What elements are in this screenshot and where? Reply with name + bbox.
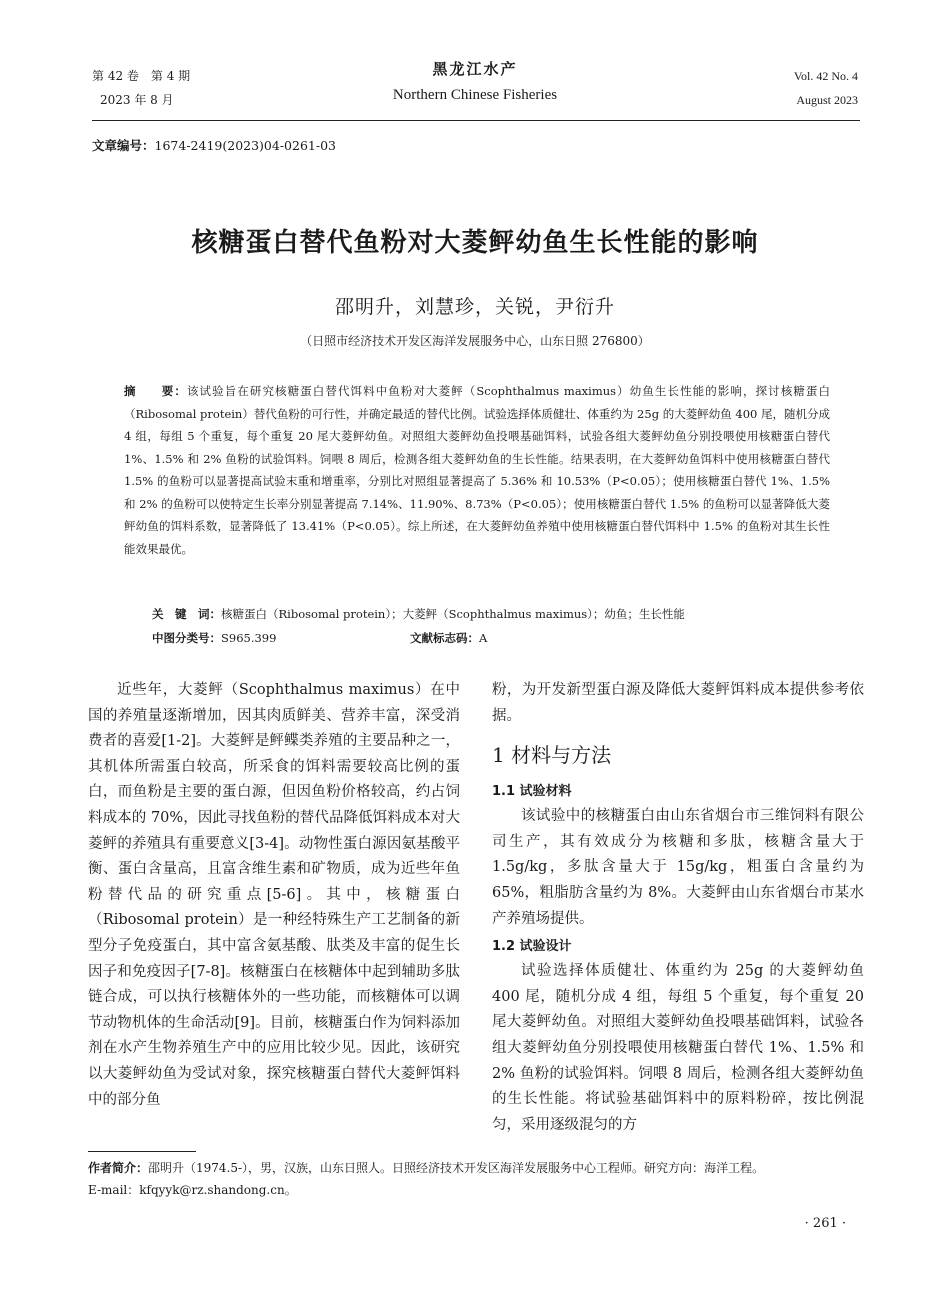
keywords — [152, 603, 685, 625]
footnote-text: 邵明升（1974.5-），男，汉族，山东日照人。日照经济技术开发区海洋发展服务中心工程师。研究方向：海洋工程。 — [148, 1161, 765, 1175]
abstract-text: 该试验旨在研究核糖蛋白替代饵料中鱼粉对大菱鲆（Scophthalmus maximus）幼鱼生长性能的影响，探讨核糖蛋白（Ribosomal protein）替代鱼粉的可行性，并确定最适的替代比例。试验选择体质健壮、体重约为 25g 的大菱鲆幼鱼 400 尾，随机分成 4 组，每组 5 个重复，每个重复 20 尾大菱鲆幼鱼。对照组大菱鲆幼鱼投喂基础饵料，试验各组大菱鲆幼鱼分别投喂使用核糖蛋白替代 1%、1.5% 和 2% 鱼粉的试验饵料。饲喂 8 周后，检测各组大菱鲆幼鱼的生长性能。结果表明，在大菱鲆幼鱼饵料中使用核糖蛋白替代 1.5% 的鱼粉可以显著提高试验末重和增重率，分别比对照组显著提高了 5.36% 和 10.53%（P<0.05）；使用核糖蛋白替代 1%、1.5% 和 2% 的鱼粉可以使特定生长率分别显著提高 7.14%、11.90%、8.73%（P<0.05）；使用核糖蛋白替代 1.5% 的鱼粉可以显著降低大菱鲆幼鱼的饵料系数，显著降低了 13.41%（P<0.05）。综上所述，在大菱鲆幼鱼养殖中使用核糖蛋白替代饵料中 1.5% 的鱼粉对其生长性能效果最优。 — [124, 384, 831, 556]
abstract — [124, 380, 830, 560]
date-cn: 2023 年 8 月 — [100, 93, 174, 107]
section-heading-methods: 1 材料与方法 — [492, 743, 612, 768]
footnote-label: 作者简介： — [88, 1161, 149, 1175]
doc-code-label: 文献标志码： — [410, 631, 479, 645]
keywords-label: 关 键 词： — [152, 607, 221, 621]
footnote-rule — [88, 1151, 196, 1152]
abstract-label: 摘 要： — [124, 384, 187, 398]
journal-name-en: Northern Chinese Fisheries — [392, 87, 558, 103]
article-number — [92, 136, 336, 154]
subsection-heading-materials: 1.1 试验材料 — [492, 784, 572, 800]
article-number-label: 文章编号： — [92, 138, 155, 153]
volume-cn: 第 42 卷 第 4 期 — [92, 69, 191, 83]
author-footnote — [88, 1157, 868, 1201]
body-right-column — [492, 678, 864, 1138]
clc-value: S965.399 — [221, 631, 277, 645]
design-paragraph: 试验选择体质健壮、体重约为 25g 的大菱鲆幼鱼 400 尾，随机分成 4 组，每组 5 个重复，每个重复 20 尾大菱鲆幼鱼。对照组大菱鲆幼鱼投喂基础饵料，试验各组大菱鲆幼鱼分别投喂使用核糖蛋白替代 1%、1.5% 和 2% 鱼粉的试验饵料。饲喂 8 周后，检测各组大菱鲆幼鱼的生长性能。将试验基础饵料中的原料粉碎，按比例混匀，采用逐级混匀的方 — [492, 963, 864, 1133]
intro-paragraph-continued: 粉，为开发新型蛋白源及降低大菱鲆饵料成本提供参考依据。 — [492, 682, 864, 724]
keywords-text: 核糖蛋白（Ribosomal protein）；大菱鲆（Scophthalmus maximus）；幼鱼；生长性能 — [221, 607, 685, 621]
volume-en: Vol. 42 No. 4 — [793, 69, 858, 83]
journal-name-cn: 黑龙江水产 — [432, 60, 518, 78]
intro-paragraph: 近些年，大菱鲆（Scophthalmus maximus）在中国的养殖量逐渐增加，因其肉质鲜美、营养丰富，深受消费者的喜爱[1-2]。大菱鲆是鲆鲽类养殖的主要品种之一，其机体所需蛋白较高，所采食的饵料需要较高比例的蛋白，而鱼粉是主要的蛋白源，但因鱼粉价格较高，约占饲料成本的 70%，因此寻找鱼粉的替代品降低饵料成本对大菱鲆的养殖具有重要意义[3-4]。动物性蛋白源因氨基酸平衡、蛋白含量高，且富含维生素和矿物质，成为近些年鱼粉替代品的研究重点[5-6]。其中，核糖蛋白（Ribosomal protein）是一种经特殊生产工艺制备的新型分子免疫蛋白，其中富含氨基酸、肽类及丰富的促生长因子和免疫因子[7-8]。核糖蛋白在核糖体中起到辅助多肽链合成，可以执行核糖体外的一些功能，而核糖体可以调节动物机体的生命活动[9]。目前，核糖蛋白作为饲料添加剂在水产生物养殖生产中的应用比较少见。因此，该研究以大菱鲆幼鱼为受试对象，探究核糖蛋白替代大菱鲆饵料中的部分鱼 — [88, 682, 460, 1108]
authors: 邵明升，刘慧珍，关锐，尹衍升 — [334, 296, 615, 318]
affiliation: （日照市经济技术开发区海洋发展服务中心，山东日照 276800） — [300, 334, 650, 348]
document-code — [410, 627, 487, 649]
header-rule — [92, 120, 860, 121]
article-number-value: 1674-2419(2023)04-0261-03 — [154, 138, 336, 153]
subsection-heading-design: 1.2 试验设计 — [492, 939, 572, 955]
body-left-column — [88, 678, 460, 1113]
materials-paragraph: 该试验中的核糖蛋白由山东省烟台市三维饲料有限公司生产，其有效成分为核糖和多肽，核糖含量大于 1.5g/kg，多肽含量大于 15g/kg，粗蛋白含量约为 65%，粗脂肪含量约为 8%。大菱鲆由山东省烟台市某水产养殖场提供。 — [492, 808, 864, 927]
doc-code-value: A — [479, 631, 488, 645]
date-en: August 2023 — [796, 93, 858, 107]
footnote-email: E-mail：kfqyyk@rz.shandong.cn。 — [88, 1183, 297, 1197]
clc-label: 中图分类号： — [152, 631, 221, 645]
page-number: · 261 · — [804, 1216, 846, 1231]
paper-title: 核糖蛋白替代鱼粉对大菱鲆幼鱼生长性能的影响 — [191, 228, 759, 258]
classification — [152, 627, 488, 649]
header-volume-en — [794, 64, 858, 112]
